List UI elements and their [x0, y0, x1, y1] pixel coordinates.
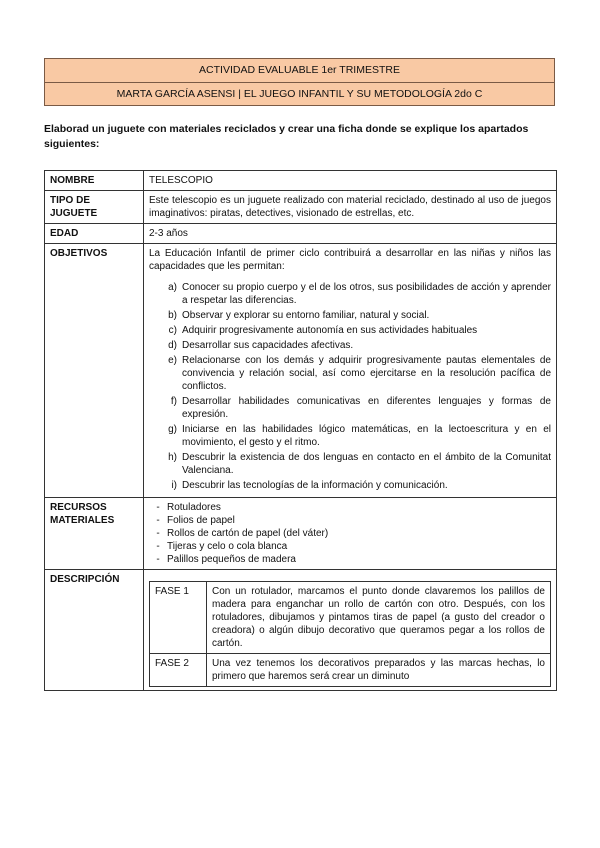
- header-subtitle: MARTA GARCÍA ASENSI | EL JUEGO INFANTIL Y SU METODOLOGÍA 2do C: [45, 82, 554, 106]
- objetivo-marker: c): [168, 325, 177, 336]
- objetivo-text: Observar y explorar su entorno familiar, natural y social.: [182, 310, 430, 321]
- recurso-text: Folios de papel: [167, 515, 235, 526]
- label-objetivos: OBJETIVOS: [45, 244, 144, 498]
- objetivo-item: [149, 395, 551, 421]
- recurso-item: [149, 540, 551, 553]
- phase-row: [150, 654, 551, 687]
- row-nombre: [45, 171, 557, 191]
- objetivo-item: [149, 281, 551, 307]
- objetivo-item: [149, 309, 551, 322]
- recurso-item: [149, 527, 551, 540]
- recurso-item: [149, 501, 551, 514]
- objetivo-item: [149, 324, 551, 337]
- objetivo-marker: h): [168, 452, 177, 463]
- recurso-item: [149, 553, 551, 566]
- row-tipo: [45, 191, 557, 224]
- value-recursos: [144, 498, 557, 570]
- objetivo-marker: b): [168, 310, 177, 321]
- recurso-marker: -: [156, 554, 160, 565]
- label-descripcion: DESCRIPCIÓN: [45, 570, 144, 691]
- value-descripcion: [144, 570, 557, 691]
- recurso-text: Tijeras y celo o cola blanca: [167, 541, 288, 552]
- recurso-marker: -: [156, 515, 160, 526]
- objetivo-text: Iniciarse en las habilidades lógico matemáticas, en la lectoescritura y en el movimiento, el gesto y el ritmo.: [182, 424, 551, 448]
- objetivo-text: Desarrollar sus capacidades afectivas.: [182, 340, 354, 351]
- recurso-text: Rollos de cartón de papel (del váter): [167, 528, 329, 539]
- recurso-marker: -: [156, 541, 160, 552]
- recurso-marker: -: [156, 502, 160, 513]
- objetivo-text: Relacionarse con los demás y adquirir progresivamente pautas elementales de convivencia y relación social, así como ejercitarse en la resolución pacífica de conflictos.: [182, 355, 551, 392]
- objetivos-list: [149, 281, 551, 492]
- row-recursos: [45, 498, 557, 570]
- phase-label: FASE 1: [150, 582, 207, 654]
- label-nombre: NOMBRE: [45, 171, 144, 191]
- instructions-text: Elaborad un juguete con materiales reciclados y crear una ficha donde se explique los apartados siguientes:: [44, 123, 529, 150]
- objetivo-marker: i): [171, 480, 177, 491]
- objetivo-text: Desarrollar habilidades comunicativas en diferentes lenguajes y formas de expresión.: [182, 396, 551, 420]
- objetivo-marker: e): [168, 355, 177, 366]
- objetivo-marker: d): [168, 340, 177, 351]
- objetivo-text: Adquirir progresivamente autonomía en sus actividades habituales: [182, 325, 478, 336]
- value-tipo: Este telescopio es un juguete realizado con material reciclado, destinado al uso de juegos imaginativos: piratas, detectives, visionado de estrellas, etc.: [144, 191, 557, 224]
- objetivos-intro: La Educación Infantil de primer ciclo contribuirá a desarrollar en las niñas y niños las capacidades que les permitan:: [149, 248, 551, 272]
- objetivo-item: [149, 479, 551, 492]
- label-tipo: TIPO DE JUGUETE: [45, 191, 144, 224]
- objetivo-item: [149, 423, 551, 449]
- objetivo-item: [149, 354, 551, 393]
- row-objetivos: [45, 244, 557, 498]
- row-descripcion: [45, 570, 557, 691]
- recurso-text: Palillos pequeños de madera: [167, 554, 296, 565]
- phases-table: [149, 581, 551, 687]
- phase-row: [150, 582, 551, 654]
- recurso-item: [149, 514, 551, 527]
- label-recursos: RECURSOS MATERIALES: [45, 498, 144, 570]
- objetivo-text: Descubrir la existencia de dos lenguas en contacto en el ámbito de la Comunitat Valenciana.: [182, 452, 551, 476]
- value-objetivos: [144, 244, 557, 498]
- recursos-list: [149, 501, 551, 566]
- objetivo-marker: f): [170, 396, 177, 407]
- phase-text: Una vez tenemos los decorativos preparados y las marcas hechas, lo primero que haremos será crear un diminuto: [207, 654, 551, 687]
- label-edad: EDAD: [45, 224, 144, 244]
- objetivo-item: [149, 451, 551, 477]
- objetivo-text: Descubrir las tecnologías de la información y comunicación.: [182, 480, 448, 491]
- value-edad: 2-3 años: [144, 224, 557, 244]
- objetivo-text: Conocer su propio cuerpo y el de los otros, sus posibilidades de acción y aprender a respetar las diferencias.: [182, 282, 551, 306]
- row-edad: [45, 224, 557, 244]
- recurso-marker: -: [156, 528, 160, 539]
- objetivo-item: [149, 339, 551, 352]
- header-banner: [44, 58, 555, 106]
- phase-label: FASE 2: [150, 654, 207, 687]
- header-title: ACTIVIDAD EVALUABLE 1er TRIMESTRE: [199, 64, 400, 76]
- objetivo-marker: g): [168, 424, 177, 435]
- value-nombre: TELESCOPIO: [144, 171, 557, 191]
- phase-text: Con un rotulador, marcamos el punto donde clavaremos los palillos de madera para enganchar un rollo de cartón con otro. Después, con los rotuladores, dibujamos y pintamos tiras de papel (a gusto del creador o creadora) o algún dibujo decorativo que queramos pegar a los rollos de cartón.: [207, 582, 551, 654]
- objetivo-marker: a): [168, 282, 177, 293]
- toy-sheet-table: [44, 170, 557, 691]
- recurso-text: Rotuladores: [167, 502, 221, 513]
